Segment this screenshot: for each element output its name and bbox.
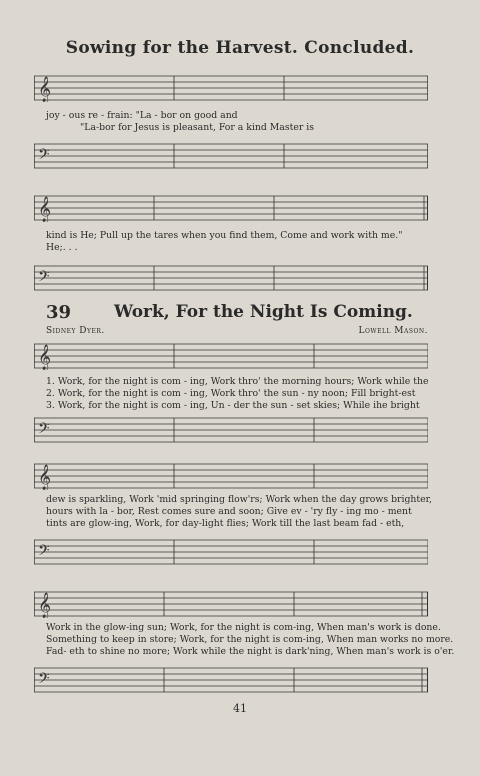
verse-3-line: 3. Work, for the night is com - ing, Un - der the sun - set skies; While ihe bright [46,400,420,411]
verse-3-line: Fad- eth to shine no more; Work while the night is dark'ning, When man's work is o'er. [46,646,455,657]
treble-staff [34,342,428,368]
svg-text:𝄢: 𝄢 [38,420,50,441]
hymn-title-continued: Sowing for the Harvest. Concluded. [65,38,415,58]
svg-text:𝄢: 𝄢 [38,542,50,563]
hymn-number: 39 [46,302,72,323]
treble-staff [34,590,428,616]
verse-1-line: dew is sparkling, Work 'mid springing flow'rs; Work when the day grows brighter, [46,494,432,505]
treble-staff [34,74,428,100]
bass-staff [34,264,428,290]
composer-credit: Lowell Mason. [358,326,428,336]
bass-staff [34,538,428,564]
lyric-line: joy - ous re - frain: "La - bor on good and [46,110,238,121]
svg-text:𝄢: 𝄢 [38,146,50,167]
treble-staff [34,194,428,220]
lyric-line: He;. . . [46,242,78,253]
verse-3-line: tints are glow-ing, Work, for day-light flies; Work till the last beam fad - eth, [46,518,405,529]
treble-staff [34,462,428,488]
verse-1-line: Work in the glow-ing sun; Work, for the night is com-ing, When man's work is done. [46,622,441,633]
svg-text:𝄢: 𝄢 [38,268,50,289]
verse-2-line: 2. Work, for the night is com - ing, Work thro' the sun - ny noon; Fill bright-est [46,388,416,399]
verse-1-line: 1. Work, for the night is com - ing, Work thro' the morning hours; Work while the [46,376,429,387]
bass-staff [34,142,428,168]
page-number: 41 [233,702,247,715]
lyric-line: kind is He; Pull up the tares when you find them, Come and work with me." [46,230,403,241]
author-credit: Sidney Dyer. [46,326,105,336]
bass-staff [34,416,428,442]
svg-text:𝄞: 𝄞 [38,345,52,370]
verse-2-line: Something to keep in store; Work, for the night is com-ing, When man works no more. [46,634,454,645]
svg-text:𝄞: 𝄞 [38,465,52,490]
svg-text:𝄞: 𝄞 [38,197,52,222]
svg-text:𝄢: 𝄢 [38,670,50,691]
verse-2-line: hours with la - bor, Rest comes sure and soon; Give ev - 'ry fly - ing mo - ment [46,506,412,517]
svg-text:𝄞: 𝄞 [38,77,52,102]
svg-text:𝄞: 𝄞 [38,593,52,618]
bass-staff [34,666,428,692]
lyric-line: "La-bor for Jesus is pleasant, For a kind Master is [80,122,315,133]
hymn-title: Work, For the Night Is Coming. [114,302,413,322]
